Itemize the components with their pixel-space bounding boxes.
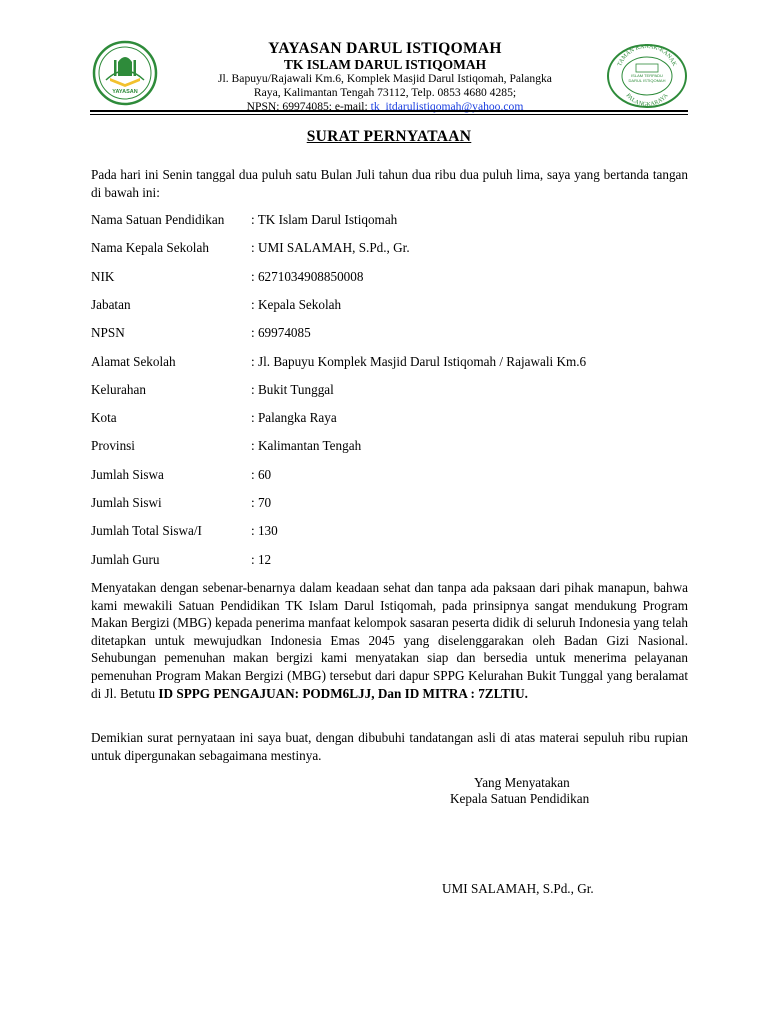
address-line-2: Raya, Kalimantan Tengah 73112, Telp. 0853 4680 4285; <box>253 86 517 99</box>
letterhead <box>170 40 600 114</box>
npsn-prefix: NPSN: 69974085; e-mail: <box>246 100 371 113</box>
left-logo-text: YAYASAN <box>112 89 138 95</box>
field-row: Kota : Palangka Raya <box>91 410 337 425</box>
statement-text: Menyatakan dengan sebenar-benarnya dalam keadaan sehat dan tanpa ada paksaan dari pihak manapun, bahwa kami mewakili Satuan Pendidikan TK Islam Darul Istiqomah, pada prinsipnya sangat mendukung Program Makan Bergizi (MBG) kepada penerima manfaat kelompok sasaran peserta didik di seluruh Indonesia yang telah ditetapkan untuk mewujudkan Indonesia Emas 2045 yang diselenggarakan oleh Badan Gizi Nasional. Sehubungan pemenuhan makan bergizi kami menyatakan siap dan bersedia untuk menerima pelayanan pemenuhan Program Makan Bergizi (MBG) tersebut dari dapur SPPG Kelurahan Bukit Tunggal yang beralamat di Jl. Betutu <box>91 580 688 701</box>
signature-label: Yang Menyatakan <box>474 775 570 790</box>
signatory-name: UMI SALAMAH, S.Pd., Gr. <box>442 881 594 896</box>
seal-ring-bottom: PALANGKARAYA <box>624 92 670 108</box>
closing-paragraph: Demikian surat pernyataan ini saya buat, dengan dibubuhi tandatangan asli di atas materai sepuluh ribu rupian untuk dipergunakan sebagaimana mestinya. <box>91 730 688 763</box>
seal-center-2: DARUL ISTIQOMAH <box>628 78 666 83</box>
statement-paragraph <box>91 579 688 702</box>
email-link[interactable]: tk_itdarulistiqomah@yahoo.com <box>370 100 524 113</box>
field-row: Kelurahan : Bukit Tunggal <box>91 382 334 397</box>
address-line-1: Jl. Bapuyu/Rajawali Km.6, Komplek Masjid Darul Istiqomah, Palangka <box>218 72 552 85</box>
school-name: TK ISLAM DARUL ISTIQOMAH <box>283 57 487 72</box>
yayasan-logo <box>92 40 158 106</box>
org-name: YAYASAN DARUL ISTIQOMAH <box>268 40 502 57</box>
signature-position: Kepala Satuan Pendidikan <box>450 791 590 806</box>
field-row: Jumlah Total Siswa/I : 130 <box>91 523 278 538</box>
field-row: Jumlah Guru : 12 <box>91 552 272 567</box>
field-row: Nama Kepala Sekolah : UMI SALAMAH, S.Pd., Gr. <box>91 240 410 255</box>
statement-ids: ID SPPG PENGAJUAN: PODM6LJJ, Dan ID MITRA : 7ZLTIU. <box>158 685 528 701</box>
school-seal-logo <box>606 44 688 108</box>
field-row: Nama Satuan Pendidikan : TK Islam Darul Istiqomah <box>91 212 398 227</box>
field-row: Jumlah Siswi : 70 <box>91 495 272 510</box>
field-row: NPSN : 69974085 <box>91 325 311 340</box>
intro-paragraph: Pada hari ini Senin tanggal dua puluh satu Bulan Juli tahun dua ribu dua puluh lima, saya yang bertanda tangan di bawah ini: <box>91 167 688 200</box>
seal-center-1: ISLAM TERPADU <box>631 73 663 78</box>
field-row: Provinsi : Kalimantan Tengah <box>91 438 362 453</box>
field-row: Jabatan : Kepala Sekolah <box>91 297 342 312</box>
field-row: Alamat Sekolah : Jl. Bapuyu Komplek Masjid Darul Istiqomah / Rajawali Km.6 <box>91 354 587 369</box>
document-title: SURAT PERNYATAAN <box>306 128 472 145</box>
header-divider <box>90 110 688 112</box>
seal-ring-top: TAMAN KANAK-KANAK <box>616 44 678 68</box>
header-divider-thin <box>90 114 688 115</box>
field-row: Jumlah Siswa : 60 <box>91 467 272 482</box>
field-row: NIK : 6271034908850008 <box>91 269 364 284</box>
